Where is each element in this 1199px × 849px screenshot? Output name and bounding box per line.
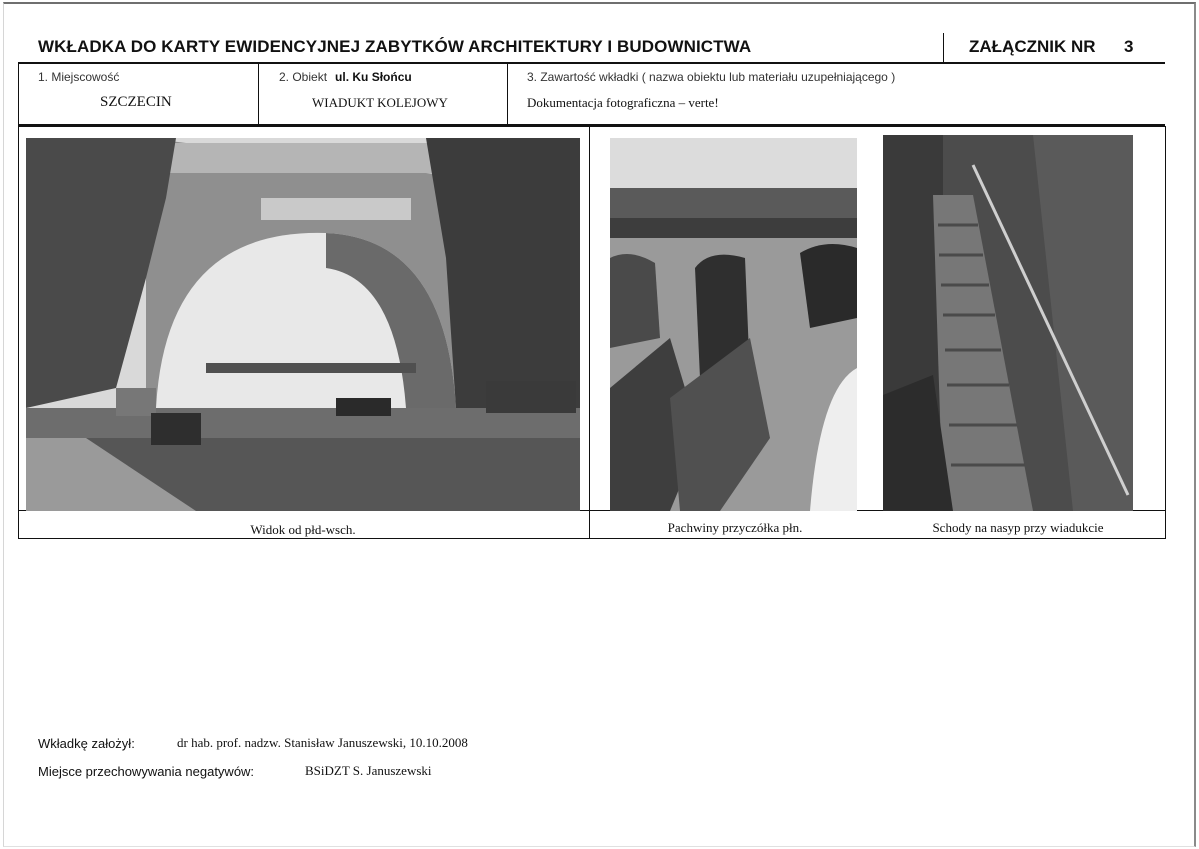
header-rule <box>18 62 1165 64</box>
content-label: 3. Zawartość wkładki ( nazwa obiektu lub materiału uzupełniającego ) <box>527 70 896 84</box>
annex-number: 3 <box>1124 37 1134 56</box>
document-title: WKŁADKA DO KARTY EWIDENCYJNEJ ZABYTKÓW ARCHITEKTURY I BUDOWNICTWA <box>38 37 752 56</box>
negatives-value: BSiDZT S. Januszewski <box>305 763 432 778</box>
object-label: 2. Obiekt <box>279 70 328 84</box>
photo-caption-3: Schody na nasyp przy wiadukcie <box>932 520 1104 535</box>
field-divider-1 <box>258 63 259 125</box>
embankment-stairs-image <box>883 135 1133 511</box>
title-divider <box>943 33 944 63</box>
photo-caption-1: Widok od płd-wsch. <box>250 522 356 537</box>
abutment-spandrel-image <box>610 138 857 511</box>
object-label-group <box>279 70 412 84</box>
object-value: WIADUKT KOLEJOWY <box>312 95 448 110</box>
viaduct-arch-photo <box>26 138 580 511</box>
locality-value: SZCZECIN <box>100 94 172 110</box>
photo-caption-2: Pachwiny przyczółka płn. <box>667 520 803 535</box>
locality-label: 1. Miejscowość <box>38 70 120 84</box>
field-divider-2 <box>507 63 508 125</box>
object-address: ul. Ku Słońcu <box>335 70 412 84</box>
field-border-left <box>18 63 19 125</box>
annex-label: ZAŁĄCZNIK NR <box>969 37 1096 56</box>
photo-panel-divider <box>589 126 590 538</box>
embankment-stairs-photo <box>883 135 1133 511</box>
founder-value: dr hab. prof. nadzw. Stanisław Januszewski, 10.10.2008 <box>177 735 468 750</box>
abutment-spandrel-photo <box>610 138 857 511</box>
negatives-label: Miejsce przechowywania negatywów: <box>38 764 255 779</box>
content-value: Dokumentacja fotograficzna – verte! <box>527 95 719 110</box>
viaduct-arch-image <box>26 138 580 511</box>
founder-label: Wkładkę założył: <box>38 736 135 751</box>
